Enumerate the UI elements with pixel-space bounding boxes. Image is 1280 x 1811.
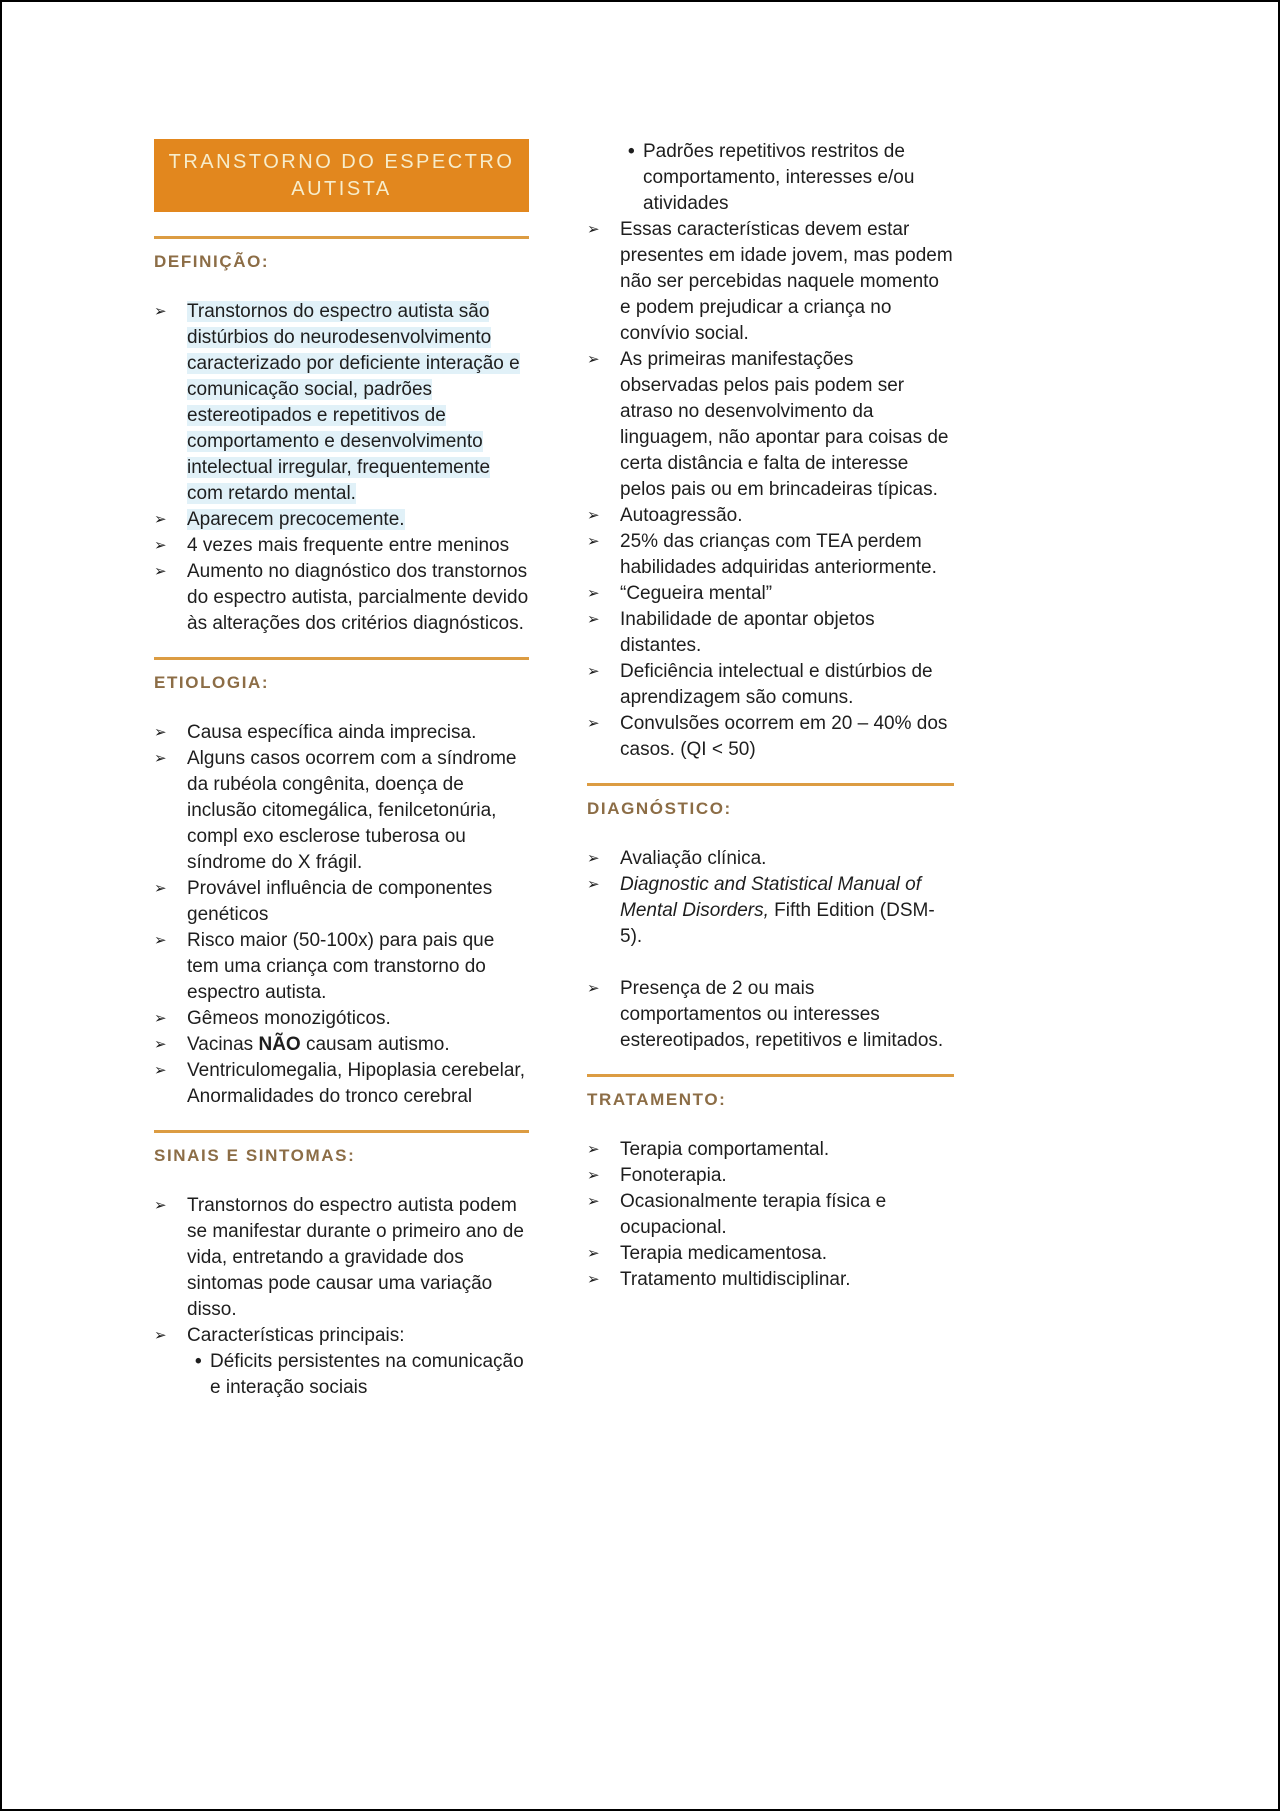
sinais-list-left (154, 1193, 529, 1401)
list-item-text: Tratamento multidisciplinar. (620, 1269, 851, 1290)
list-item-text: Terapia comportamental. (620, 1139, 830, 1160)
section-heading-etiologia: ETIOLOGIA: (154, 673, 270, 692)
arrow-bullet-icon: ➢ (587, 1167, 600, 1184)
arrow-bullet-icon: ➢ (587, 221, 600, 238)
list-item (587, 503, 954, 529)
list-item-text: Alguns casos ocorrem com a síndrome da rubéola congênita, doença de inclusão citomegálica, fenilcetonúria, compl exo esclerose tuberosa ou síndrome do X frágil. (187, 748, 517, 873)
list-item (154, 1323, 529, 1349)
arrow-bullet-icon: ➢ (154, 303, 167, 320)
list-item (154, 1058, 529, 1110)
two-column-layout (2, 2, 1278, 1421)
list-item-text: Vacinas NÃO causam autismo. (187, 1034, 450, 1055)
list-item (587, 347, 954, 503)
diagnostico-list (587, 846, 954, 1054)
list-item-text: Risco maior (50-100x) para pais que tem uma criança com transtorno do espectro autista. (187, 930, 495, 1003)
section-divider (154, 1130, 529, 1133)
list-item-text: 25% das crianças com TEA perdem habilidades adquiridas anteriormente. (620, 531, 937, 578)
etiologia-list (154, 720, 529, 1110)
arrow-bullet-icon: ➢ (154, 1062, 167, 1079)
list-item (154, 746, 529, 876)
list-item (587, 1189, 954, 1241)
list-item (587, 872, 954, 950)
list-item-text: Aumento no diagnóstico dos transtornos do espectro autista, parcialmente devido às alterações dos critérios diagnósticos. (187, 561, 529, 634)
arrow-bullet-icon: ➢ (587, 585, 600, 602)
list-item-text: Terapia medicamentosa. (620, 1243, 827, 1264)
list-item (154, 876, 529, 928)
arrow-bullet-icon: ➢ (587, 980, 600, 997)
arrow-bullet-icon: ➢ (154, 1197, 167, 1214)
dot-bullet-icon: • (628, 141, 635, 162)
list-item (154, 1032, 529, 1058)
list-item-text: Transtornos do espectro autista podem se manifestar durante o primeiro ano de vida, entretando a gravidade dos sintomas pode causar uma variação disso. (187, 1195, 524, 1320)
list-item-text: “Cegueira mental” (620, 583, 773, 604)
arrow-bullet-icon: ➢ (154, 880, 167, 897)
list-item-text: Fonoterapia. (620, 1165, 727, 1186)
list-item-text: Avaliação clínica. (620, 848, 767, 869)
section-divider (587, 1074, 954, 1077)
section-heading-definicao: DEFINIÇÃO: (154, 252, 270, 271)
list-item-text: Transtornos do espectro autista são distúrbios do neurodesenvolvimento caracterizado por deficiente interação e comunicação social, padrões estereotipados e repetitivos de comportamento e desenvolvimento intelectual irregular, frequentemente com retardo mental. (187, 301, 520, 504)
section-divider (587, 783, 954, 786)
list-item (587, 976, 954, 1054)
list-item (587, 1267, 954, 1293)
arrow-bullet-icon: ➢ (154, 563, 167, 580)
list-item (154, 928, 529, 1006)
arrow-bullet-icon: ➢ (587, 611, 600, 628)
list-item (154, 533, 529, 559)
arrow-bullet-icon: ➢ (587, 1193, 600, 1210)
list-item-text: Ocasionalmente terapia física e ocupacional. (620, 1191, 887, 1238)
arrow-bullet-icon: ➢ (154, 932, 167, 949)
tratamento-list (587, 1137, 954, 1293)
list-item (587, 711, 954, 763)
list-item-text: Essas características devem estar presentes em idade jovem, mas podem não ser percebidas naquele momento e podem prejudicar a criança no convívio social. (620, 219, 953, 344)
list-item (154, 559, 529, 637)
dot-bullet-icon: • (195, 1351, 202, 1372)
list-item (587, 529, 954, 581)
arrow-bullet-icon: ➢ (587, 507, 600, 524)
list-item (154, 299, 529, 507)
list-item-text: 4 vezes mais frequente entre meninos (187, 535, 510, 556)
arrow-bullet-icon: ➢ (154, 750, 167, 767)
page-title: TRANSTORNO DO ESPECTRO AUTISTA (154, 139, 529, 212)
arrow-bullet-icon: ➢ (154, 1010, 167, 1027)
arrow-bullet-icon: ➢ (154, 1327, 167, 1344)
arrow-bullet-icon: ➢ (154, 1036, 167, 1053)
list-item-text: Padrões repetitivos restritos de comportamento, interesses e/ou atividades (643, 141, 915, 214)
list-item (587, 607, 954, 659)
list-item-text: Presença de 2 ou mais comportamentos ou interesses estereotipados, repetitivos e limitados. (620, 978, 944, 1051)
section-diagnostico (587, 783, 954, 1054)
list-item-text: As primeiras manifestações observadas pelos pais podem ser atraso no desenvolvimento da linguagem, não apontar para coisas de certa distância e falta de interesse pelos pais ou em brincadeiras típicas. (620, 349, 949, 500)
arrow-bullet-icon: ➢ (154, 537, 167, 554)
arrow-bullet-icon: ➢ (587, 1245, 600, 1262)
list-item-text: Deficiência intelectual e distúrbios de aprendizagem são comuns. (620, 661, 933, 708)
list-item-text: Características principais: (187, 1325, 405, 1346)
arrow-bullet-icon: ➢ (587, 876, 600, 893)
arrow-bullet-icon: ➢ (587, 715, 600, 732)
list-item-text: Causa específica ainda imprecisa. (187, 722, 477, 743)
definicao-list (154, 299, 529, 637)
section-heading-sinais: SINAIS E SINTOMAS: (154, 1146, 356, 1165)
list-item (587, 581, 954, 607)
list-item-text: Inabilidade de apontar objetos distantes. (620, 609, 875, 656)
arrow-bullet-icon: ➢ (587, 1271, 600, 1288)
list-item (587, 217, 954, 347)
arrow-bullet-icon: ➢ (587, 351, 600, 368)
list-item (587, 1137, 954, 1163)
list-item (154, 1193, 529, 1323)
arrow-bullet-icon: ➢ (154, 724, 167, 741)
section-heading-tratamento: TRATAMENTO: (587, 1090, 727, 1109)
list-item (587, 846, 954, 872)
sub-list-item (195, 1349, 529, 1401)
arrow-bullet-icon: ➢ (587, 1141, 600, 1158)
section-definicao (154, 236, 529, 637)
arrow-bullet-icon: ➢ (154, 511, 167, 528)
list-item-text: Diagnostic and Statistical Manual of Mental Disorders, Fifth Edition (DSM-5). (620, 874, 935, 947)
sinais-list-right (587, 139, 954, 763)
arrow-bullet-icon: ➢ (587, 533, 600, 550)
section-divider (154, 236, 529, 239)
list-item-text: Ventriculomegalia, Hipoplasia cerebelar, Anormalidades do tronco cerebral (187, 1060, 525, 1107)
arrow-bullet-icon: ➢ (587, 663, 600, 680)
left-column (154, 139, 529, 1421)
list-item (587, 1241, 954, 1267)
right-column (587, 139, 954, 1421)
sub-list-item (628, 139, 954, 217)
list-item (587, 1163, 954, 1189)
section-sinais-e-sintomas (154, 1130, 529, 1401)
list-item-text: Provável influência de componentes genéticos (187, 878, 493, 925)
section-tratamento (587, 1074, 954, 1293)
list-item (154, 720, 529, 746)
list-item-text: Convulsões ocorrem em 20 – 40% dos casos. (QI < 50) (620, 713, 948, 760)
list-item-text: Gêmeos monozigóticos. (187, 1008, 391, 1029)
arrow-bullet-icon: ➢ (587, 850, 600, 867)
section-etiologia (154, 657, 529, 1110)
list-item-text: Aparecem precocemente. (187, 509, 405, 530)
list-item (154, 1006, 529, 1032)
section-heading-diagnostico: DIAGNÓSTICO: (587, 799, 732, 818)
section-divider (154, 657, 529, 660)
list-item (154, 507, 529, 533)
list-item (587, 659, 954, 711)
list-item-text: Autoagressão. (620, 505, 743, 526)
list-item-text: Déficits persistentes na comunicação e interação sociais (210, 1351, 524, 1398)
